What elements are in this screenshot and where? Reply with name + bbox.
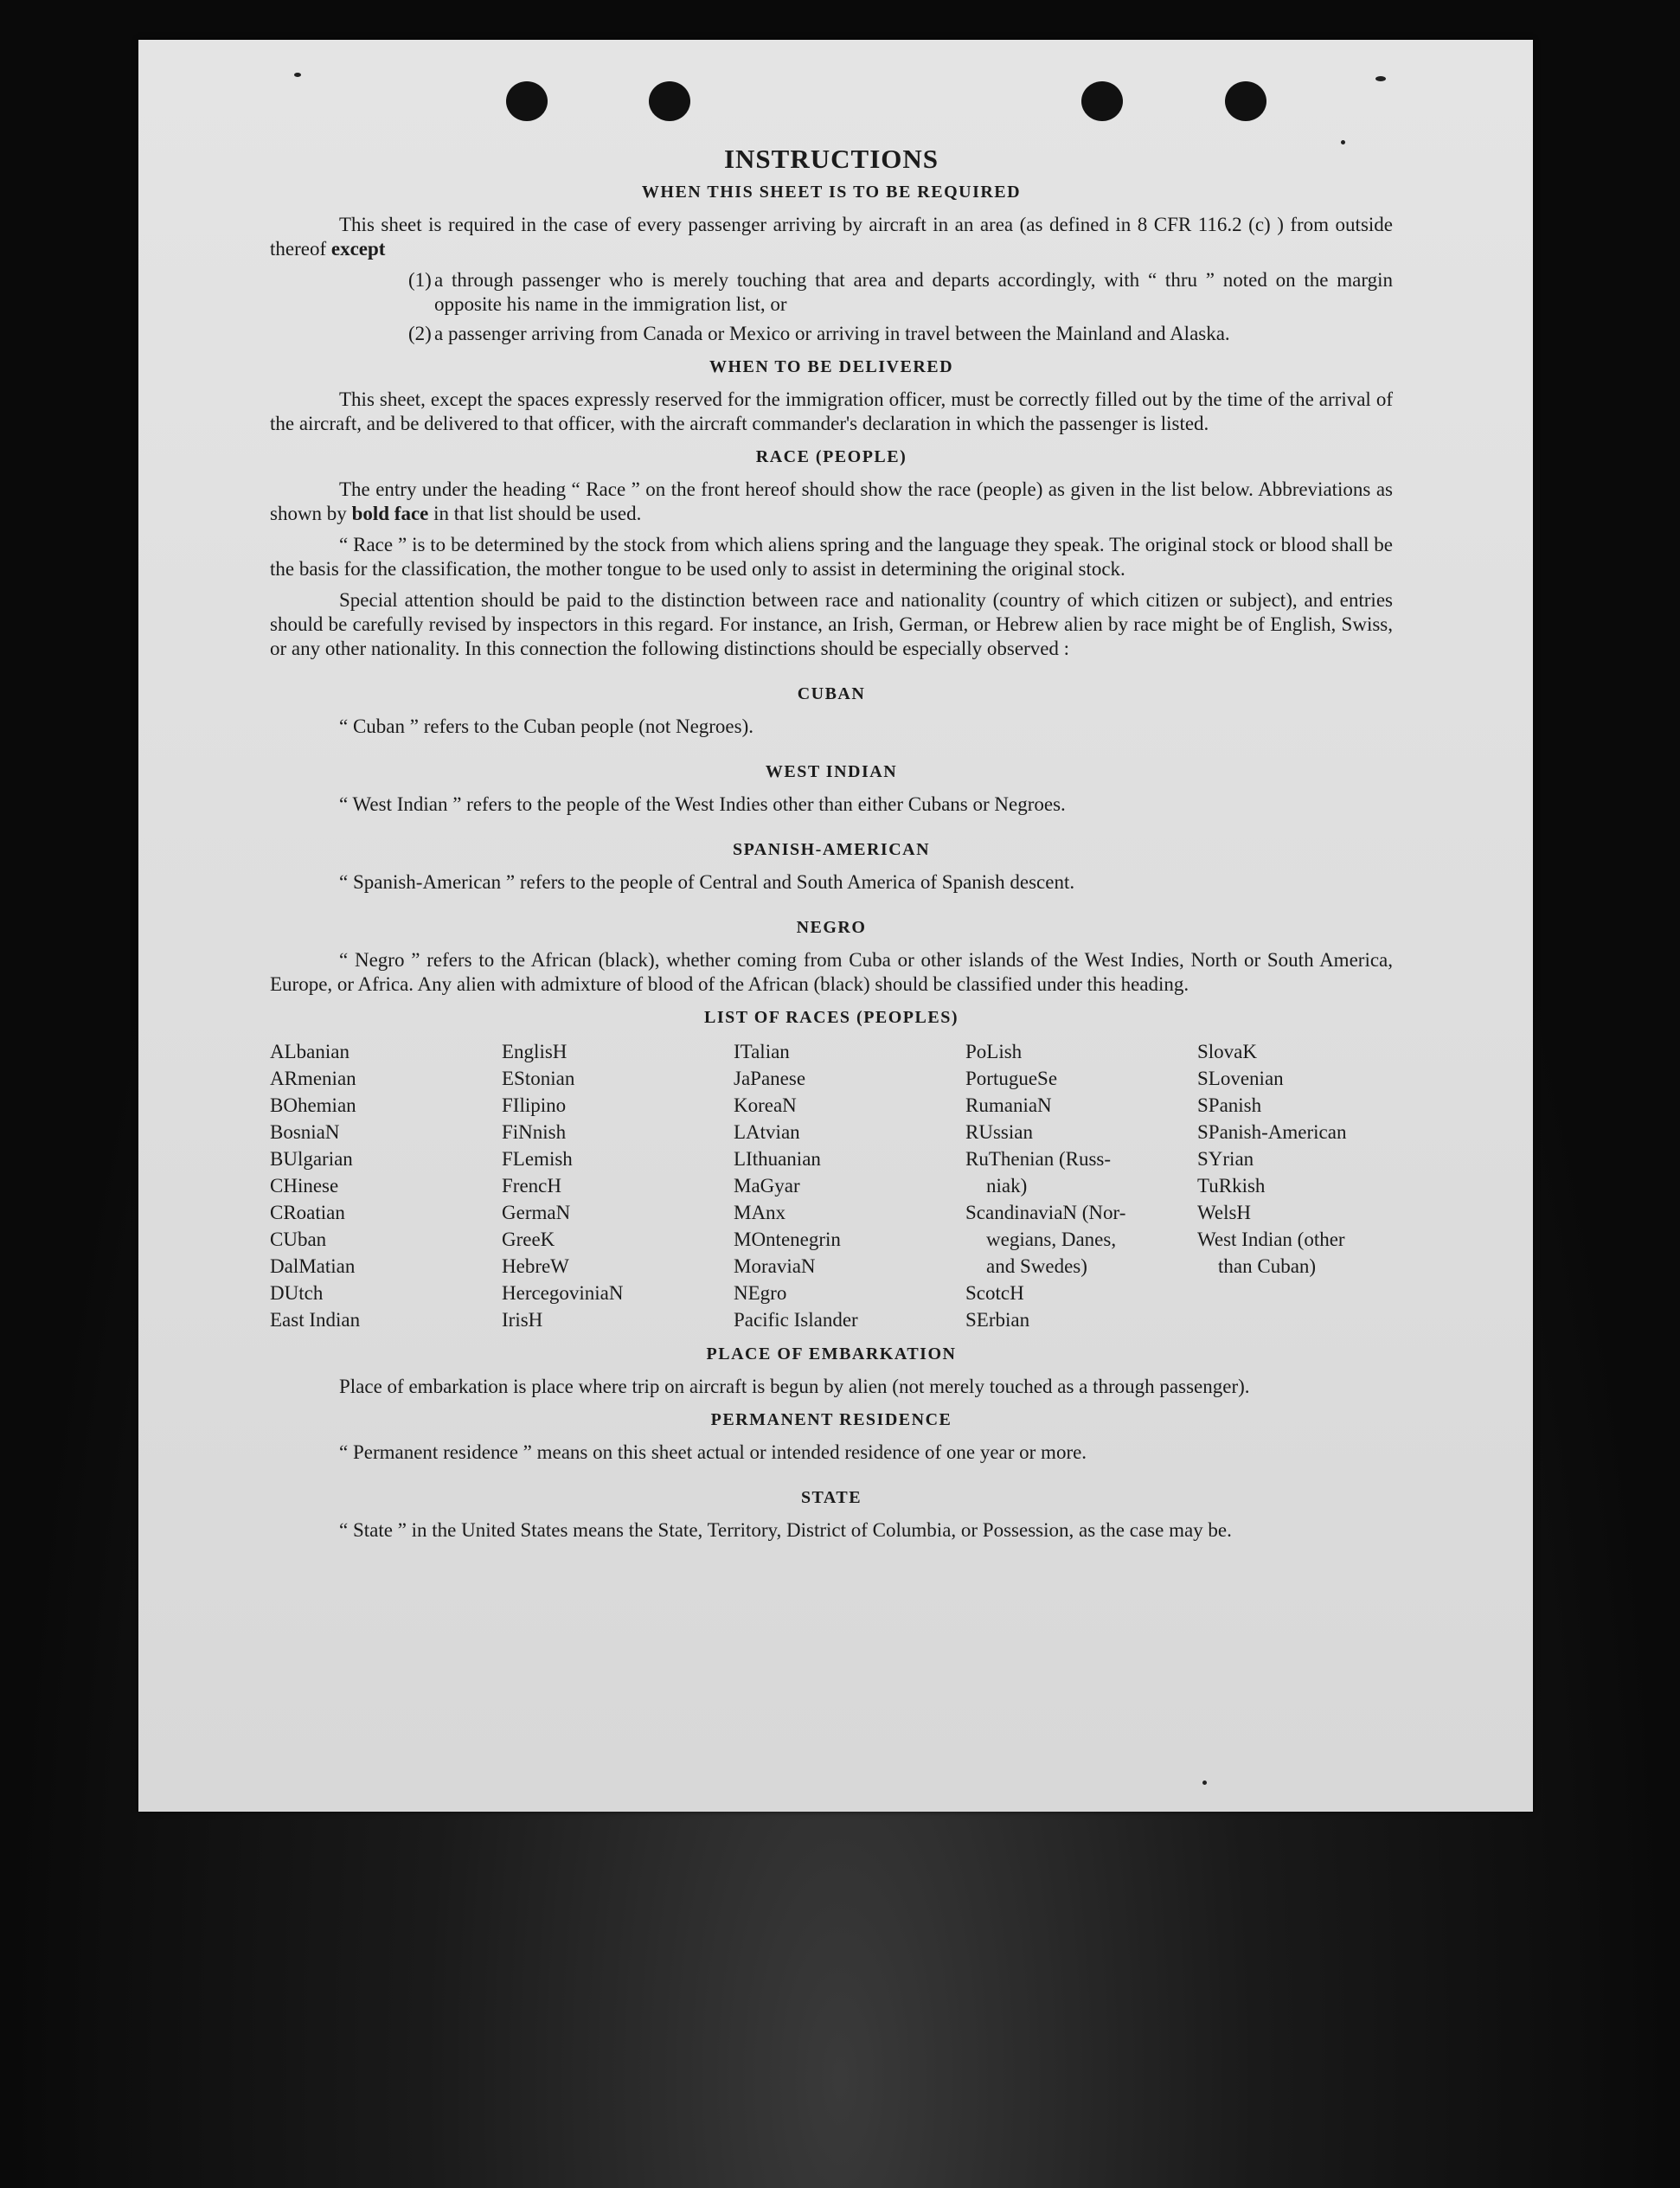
- race-entry: EnglisH: [502, 1041, 567, 1062]
- race-entry: RUssian: [965, 1121, 1033, 1143]
- race-entry: East Indian: [270, 1309, 361, 1331]
- when-required-intro: This sheet is required in the case of every passenger arriving by aircraft in an area (as defined in 8 CFR 116.2 (c) ) from outside thereof: [270, 214, 1393, 260]
- paragraph-race-3: Special attention should be paid to the distinction between race and nationality (country of which citizen or subject), and entries should be carefully revised by inspectors in this regard. For instance, an Irish, German, or Hebrew alien by race might be of English, Swiss, or any other nationality. In this connection the following distinctions should be especially observed :: [270, 589, 1393, 659]
- race-entry: FiNnish: [502, 1121, 567, 1143]
- race-entry: IrisH: [502, 1309, 543, 1331]
- scan-speck: [1202, 1781, 1207, 1785]
- race-entry: ScandinaviaN (Nor-: [965, 1202, 1126, 1223]
- race-entry: FrencH: [502, 1175, 561, 1197]
- paragraph-race-2: “ Race ” is to be determined by the stock from which aliens spring and the language they speak. The original stock or blood shall be the basis for the classification, the mother tongue to be used only to assist in determining the original stock.: [270, 534, 1393, 580]
- paragraph-negro: “ Negro ” refers to the African (black), whether coming from Cuba or other islands of the West Indies, North or South America, Europe, or Africa. Any alien with admixture of blood of the African (black) should be classified under this heading.: [270, 949, 1393, 995]
- heading-race: RACE (PEOPLE): [755, 447, 907, 466]
- paragraph-west-indian: “ West Indian ” refers to the people of the West Indies other than either Cubans or Negroes.: [339, 793, 1066, 815]
- race-p1-bold: bold face: [351, 503, 429, 524]
- race-entry: CRoatian: [270, 1202, 345, 1223]
- heading-when-required: WHEN THIS SHEET IS TO BE REQUIRED: [641, 183, 1022, 202]
- paragraph-permanent-residence: “ Permanent residence ” means on this sheet actual or intended residence of one year or more.: [339, 1441, 1087, 1463]
- race-entry: MOntenegrin: [734, 1229, 841, 1250]
- heading-place-of-embarkation: PLACE OF EMBARKATION: [706, 1344, 957, 1363]
- race-entry: CUban: [270, 1229, 327, 1250]
- race-entry: SlovaK: [1197, 1041, 1257, 1062]
- paragraph-race-1: [270, 478, 1393, 526]
- race-entry: FLemish: [502, 1148, 573, 1170]
- list-item-number: (1): [408, 269, 432, 291]
- heading-cuban: CUBAN: [797, 684, 866, 703]
- list-item: [408, 322, 1393, 346]
- race-entry: TuRkish: [1197, 1175, 1266, 1197]
- heading-list-of-races: LIST OF RACES (PEOPLES): [703, 1008, 959, 1027]
- race-entry: PortugueSe: [965, 1068, 1058, 1089]
- race-entry: WelsH: [1197, 1202, 1252, 1223]
- race-entry: BUlgarian: [270, 1148, 353, 1170]
- paragraph-when-delivered: This sheet, except the spaces expressly reserved for the immigration officer, must be correctly filled out by the time of the arrival of the aircraft, and be delivered to that officer, with the aircraft commander's declaration in which the passenger is listed.: [270, 388, 1393, 434]
- race-entry: NEgro: [734, 1282, 787, 1304]
- races-column: [270, 1038, 502, 1333]
- race-entry: DalMatian: [270, 1255, 356, 1277]
- heading-permanent-residence: PERMANENT RESIDENCE: [710, 1410, 952, 1429]
- race-p1-start: The entry under the heading “ Race ” on the front hereof should show the race (people) as given in the list below. Abbreviations as shown by: [270, 478, 1393, 524]
- races-column: [965, 1038, 1197, 1333]
- race-entry: SLovenian: [1197, 1068, 1284, 1089]
- when-required-except: except: [330, 238, 386, 260]
- race-entry: SPanish: [1197, 1094, 1262, 1116]
- punch-hole: [1225, 81, 1266, 121]
- race-entry-continuation: and Swedes): [986, 1255, 1087, 1277]
- race-entry: MaGyar: [734, 1175, 800, 1197]
- race-entry: ScotcH: [965, 1282, 1024, 1304]
- punch-hole: [1081, 81, 1123, 121]
- list-item-text: a through passenger who is merely touching that area and departs accordingly, with “ thru ” noted on the margin opposite his name in the immigration list, or: [434, 269, 1393, 315]
- race-entry: JaPanese: [734, 1068, 806, 1089]
- race-entry: GermaN: [502, 1202, 571, 1223]
- punch-hole: [506, 81, 548, 121]
- race-entry-continuation: wegians, Danes,: [986, 1229, 1117, 1250]
- race-entry: RuThenian (Russ-: [965, 1148, 1112, 1170]
- race-entry: ALbanian: [270, 1041, 349, 1062]
- paragraph-spanish-american: “ Spanish-American ” refers to the people of Central and South America of Spanish descent.: [339, 871, 1075, 893]
- race-entry: KoreaN: [734, 1094, 797, 1116]
- page-title: INSTRUCTIONS: [723, 144, 939, 174]
- race-entry-continuation: than Cuban): [1218, 1255, 1317, 1277]
- race-entry: DUtch: [270, 1282, 324, 1304]
- punch-hole: [649, 81, 690, 121]
- scan-speck: [294, 73, 301, 77]
- race-entry: GreeK: [502, 1229, 555, 1250]
- race-entry-continuation: niak): [986, 1175, 1028, 1197]
- races-column: [734, 1038, 965, 1333]
- race-entry: BOhemian: [270, 1094, 356, 1116]
- races-list: [270, 1038, 1393, 1333]
- races-column: [502, 1038, 734, 1333]
- race-entry: EStonian: [502, 1068, 575, 1089]
- race-entry: MAnx: [734, 1202, 786, 1223]
- race-entry: HercegoviniaN: [502, 1282, 624, 1304]
- scan-speck: [1341, 140, 1345, 144]
- scan-speck: [1375, 76, 1386, 81]
- race-entry: LAtvian: [734, 1121, 800, 1143]
- race-entry: ITalian: [734, 1041, 790, 1062]
- heading-negro: NEGRO: [796, 918, 867, 937]
- race-entry: LIthuanian: [734, 1148, 821, 1170]
- paragraph-place-of-embarkation: Place of embarkation is place where trip on aircraft is begun by alien (not merely touched as a through passenger).: [339, 1376, 1250, 1397]
- document-page: [138, 40, 1533, 1812]
- heading-spanish-american: SPANISH-AMERICAN: [732, 840, 931, 859]
- heading-state: STATE: [800, 1488, 862, 1507]
- race-entry: SYrian: [1197, 1148, 1254, 1170]
- race-entry: HebreW: [502, 1255, 569, 1277]
- heading-west-indian: WEST INDIAN: [765, 762, 898, 781]
- race-entry: ARmenian: [270, 1068, 356, 1089]
- race-p1-end: in that list should be used.: [428, 503, 642, 524]
- race-entry: BosniaN: [270, 1121, 340, 1143]
- instructions-content: [270, 144, 1393, 1550]
- paragraph-cuban: “ Cuban ” refers to the Cuban people (not Negroes).: [339, 715, 754, 737]
- heading-when-delivered: WHEN TO BE DELIVERED: [709, 357, 954, 376]
- list-item-number: (2): [408, 323, 432, 344]
- race-entry: PoLish: [965, 1041, 1023, 1062]
- race-entry: SPanish-American: [1197, 1121, 1347, 1143]
- races-column: [1197, 1038, 1393, 1333]
- race-entry: FIlipino: [502, 1094, 567, 1116]
- paragraph-when-required: [270, 213, 1393, 261]
- race-entry: RumaniaN: [965, 1094, 1052, 1116]
- race-entry: MoraviaN: [734, 1255, 816, 1277]
- race-entry: West Indian (other: [1197, 1229, 1345, 1250]
- race-entry: Pacific Islander: [734, 1309, 858, 1331]
- list-item: [408, 268, 1393, 317]
- race-entry: CHinese: [270, 1175, 339, 1197]
- list-item-text: a passenger arriving from Canada or Mexico or arriving in travel between the Mainland and Alaska.: [434, 323, 1230, 344]
- paragraph-state: “ State ” in the United States means the State, Territory, District of Columbia, or Possession, as the case may be.: [339, 1519, 1232, 1541]
- race-entry: SErbian: [965, 1309, 1030, 1331]
